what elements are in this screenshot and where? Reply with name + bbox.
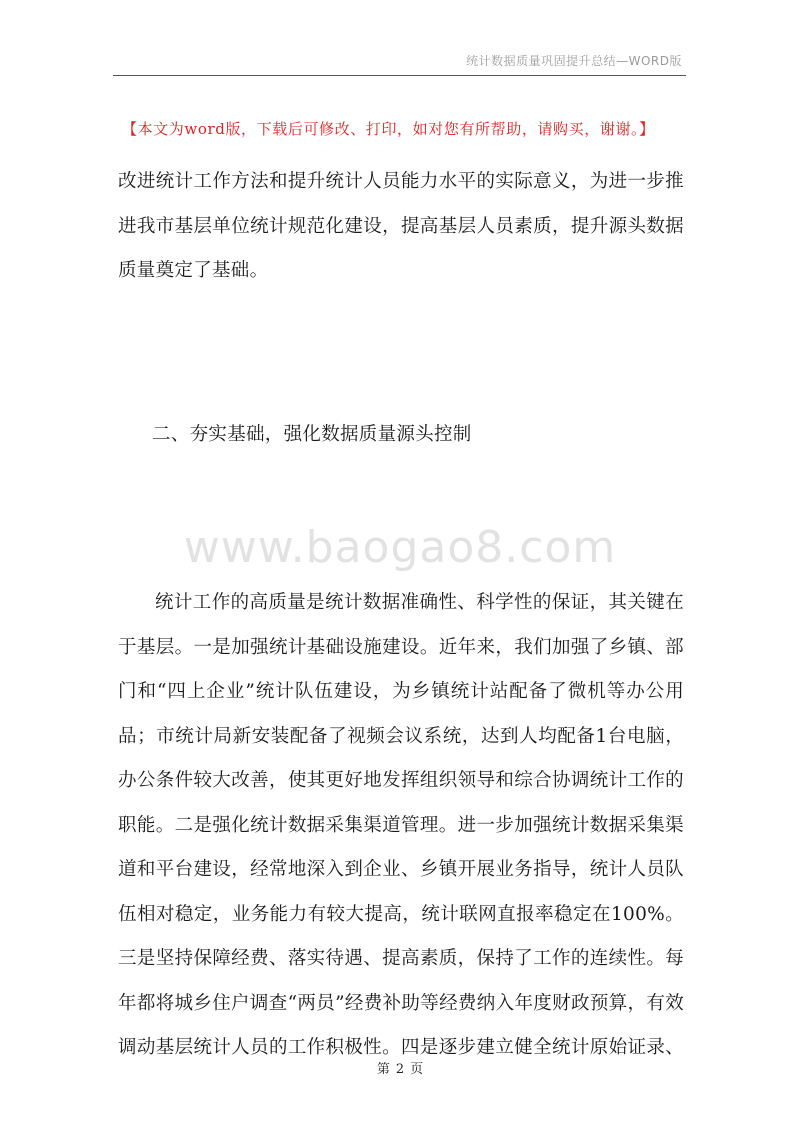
page-number: 2 [395,1062,405,1077]
page-prefix: 第 [376,1062,390,1077]
paragraph-line: 办公条件较大改善，使其更好地发挥组织领导和综合协调统计工作的 [118,770,684,791]
paragraph-line: 品；市统计局新安装配备了视频会议系统，达到人均配备1台电脑， [118,725,684,747]
paragraph-line: 于基层。一是加强统计基础设施建设。近年来，我们加强了乡镇、部 [118,636,684,658]
paragraph-line: 质量奠定了基础。 [118,260,269,281]
paragraph-1 [118,160,684,294]
download-notice: 【本文为word版，下载后可修改、打印，如对您有所帮助，请购买，谢谢。】 [122,120,655,138]
paragraph-line: 年都将城乡住户调查“两员”经费补助等经费纳入年度财政预算，有效 [118,992,684,1014]
page-number-footer [0,1058,800,1077]
paragraph-line: 伍相对稳定，业务能力有较大提高，统计联网直报率稳定在100%。 [118,903,684,925]
paragraph-2 [118,581,684,1071]
page-suffix: 页 [410,1062,424,1077]
section-heading: 二、夯实基础，强化数据质量源头控制 [152,424,472,445]
header-divider [113,75,686,76]
paragraph-line: 道和平台建设，经常地深入到企业、乡镇开展业务指导，统计人员队 [118,859,684,880]
paragraph-line: 三是坚持保障经费、落实待遇、提高素质，保持了工作的连续性。每 [118,948,684,969]
paragraph-line: 进我市基层单位统计规范化建设，提高基层人员素质，提升源头数据 [118,215,684,237]
paragraph-line: 调动基层统计人员的工作积极性。四是逐步建立健全统计原始证录、 [118,1037,684,1058]
paragraph-line: 改进统计工作方法和提升统计人员能力水平的实际意义，为进一步推 [118,171,684,192]
paragraph-line: 职能。二是强化统计数据采集渠道管理。进一步加强统计数据采集渠 [118,814,684,836]
paragraph-line: 统计工作的高质量是统计数据准确性、科学性的保证，其关键在 [155,592,684,613]
paragraph-line: 门和“四上企业”统计队伍建设，为乡镇统计站配备了微机等办公用 [118,681,684,702]
watermark: www.baogao8.com [183,522,617,573]
document-header-title: 统计数据质量巩固提升总结—WORD版 [466,54,682,68]
